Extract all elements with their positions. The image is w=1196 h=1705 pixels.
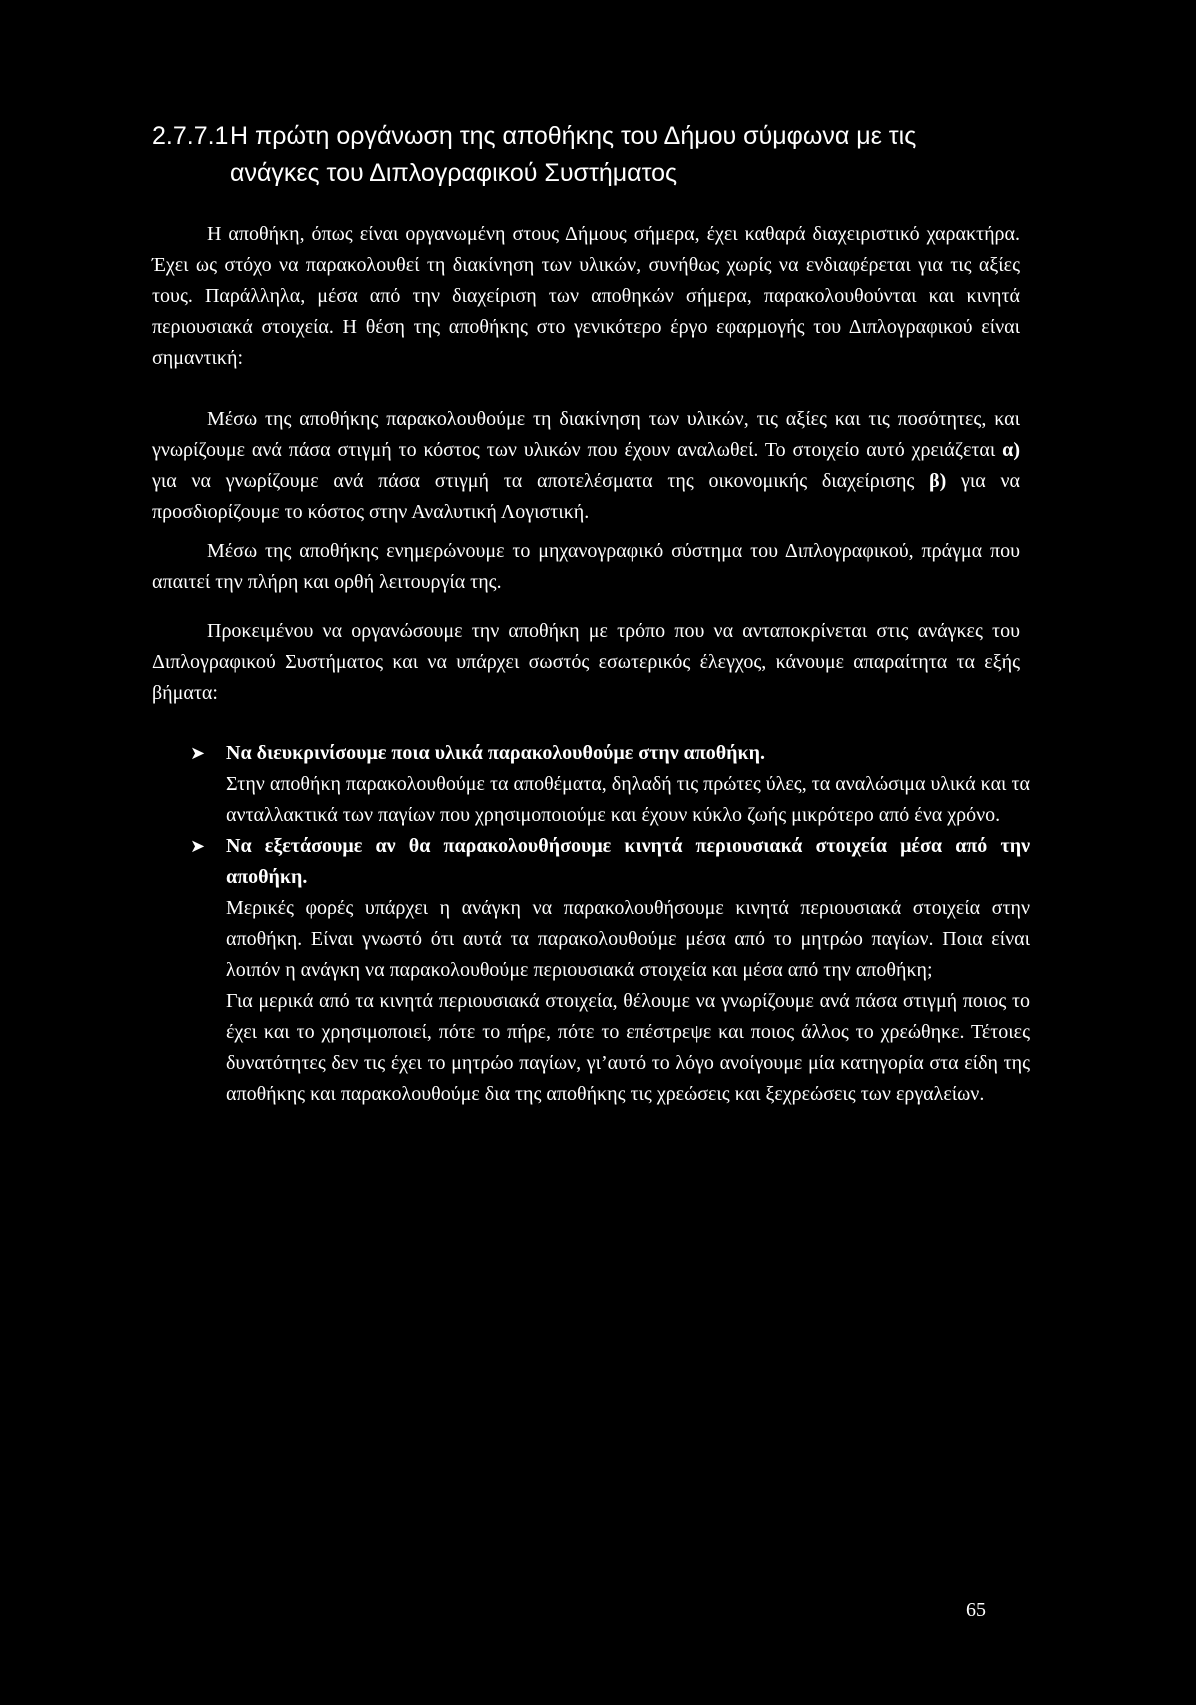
list-item [190, 738, 1030, 831]
enum-label-b: β) [929, 470, 947, 492]
arrow-bullet-icon: ➤ [190, 836, 206, 857]
list-item-text: Μερικές φορές υπάρχει η ανάγκη να παρακολουθήσουμε κινητά περιουσιακά στοιχεία στην αποθήκη. Είναι γνωστό ότι αυτά τα παρακολουθούμε μέσα από το μητρώο παγίων. Ποια είναι λοιπόν η ανάγκη να παρακολουθούμε περιουσιακά στοιχεία και μέσα από την αποθήκη; [226, 897, 1030, 981]
page-number: 65 [966, 1599, 986, 1621]
section-heading [152, 118, 1032, 192]
list-item-text: Για μερικά από τα κινητά περιουσιακά στοιχεία, θέλουμε να γνωρίζουμε ανά πάσα στιγμή ποιος το έχει και το χρησιμοποιεί, πότε το πήρε, πότε το επέστρεψε και ποιος άλλος το χρεώθηκε. Τέτοιες δυνατότητες δεν τις έχει το μητρώο παγίων, γι’αυτό το λόγο ανοίγουμε μία κατηγορία στα είδη της αποθήκης και παρακολουθούμε δια της αποθήκης τις χρεώσεις και ξεχρεώσεις των εργαλείων. [226, 990, 1030, 1105]
paragraph-steps-intro: Προκειμένου να οργανώσουμε την αποθήκη με τρόπο που να ανταποκρίνεται στις ανάγκες του Διπλογραφικού Συστήματος και να υπάρχει σωστός εσωτερικός έλεγχος, κάνουμε απαραίτητα τα εξής βήματα: [152, 620, 1020, 704]
paragraph-system-update: Μέσω της αποθήκης ενημερώνουμε το μηχανογραφικό σύστημα του Διπλογραφικού, πράγμα που απαιτεί την πλήρη και ορθή λειτουργία της. [152, 540, 1020, 593]
section-title-line1: Η πρώτη οργάνωση της αποθήκης του Δήμου σύμφωνα με τις [230, 122, 917, 150]
list-item-text: Στην αποθήκη παρακολουθούμε τα αποθέματα, δηλαδή τις πρώτες ύλες, τα αναλώσιμα υλικά και τα ανταλλακτικά των παγίων που χρησιμοποιούμε και έχουν κύκλο ζωής μικρότερο από ένα χρόνο. [226, 773, 1030, 826]
steps-list [190, 738, 1030, 1110]
list-item-title: Να διευκρινίσουμε ποια υλικά παρακολουθούμε στην αποθήκη. [226, 742, 766, 764]
list-item [190, 831, 1030, 1110]
arrow-bullet-icon: ➤ [190, 743, 206, 764]
section-number: 2.7.7.1 [152, 122, 229, 150]
section-title-line2: ανάγκες του Διπλογραφικού Συστήματος [230, 159, 678, 187]
list-item-title: Να εξετάσουμε αν θα παρακολουθήσουμε κινητά περιουσιακά στοιχεία μέσα από την αποθήκη. [226, 835, 1030, 888]
paragraph-intro: Η αποθήκη, όπως είναι οργανωμένη στους Δήμους σήμερα, έχει καθαρά διαχειριστικό χαρακτήρα. Έχει ως στόχο να παρακολουθεί τη διακίνηση των υλικών, συνήθως χωρίς να ενδιαφέρεται για τις αξίες τους. Παράλληλα, μέσα από την διαχείριση των αποθηκών σήμερα, παρακολουθούνται και κινητά περιουσιακά στοιχεία. Η θέση της αποθήκης στο γενικότερο έργο εφαρμογής του Διπλογραφικού είναι σημαντική: [152, 223, 1020, 369]
paragraph-inventory-purpose [152, 404, 1020, 528]
paragraph-text: για να προσδιορίζουμε το κόστος στην Αναλυτική Λογιστική. [152, 470, 1020, 523]
paragraph-text: Μέσω της αποθήκης παρακολουθούμε τη διακίνηση των υλικών, τις αξίες και τις ποσότητες, και γνωρίζουμε ανά πάσα στιγμή το κόστος των υλικών που έχουν αναλωθεί. Το στοιχείο αυτό χρειάζεται [152, 408, 1020, 461]
enum-label-a: α) [1002, 439, 1020, 461]
paragraph-text: για να γνωρίζουμε ανά πάσα στιγμή τα αποτελέσματα της οικονομικής διαχείρισης [152, 470, 930, 492]
